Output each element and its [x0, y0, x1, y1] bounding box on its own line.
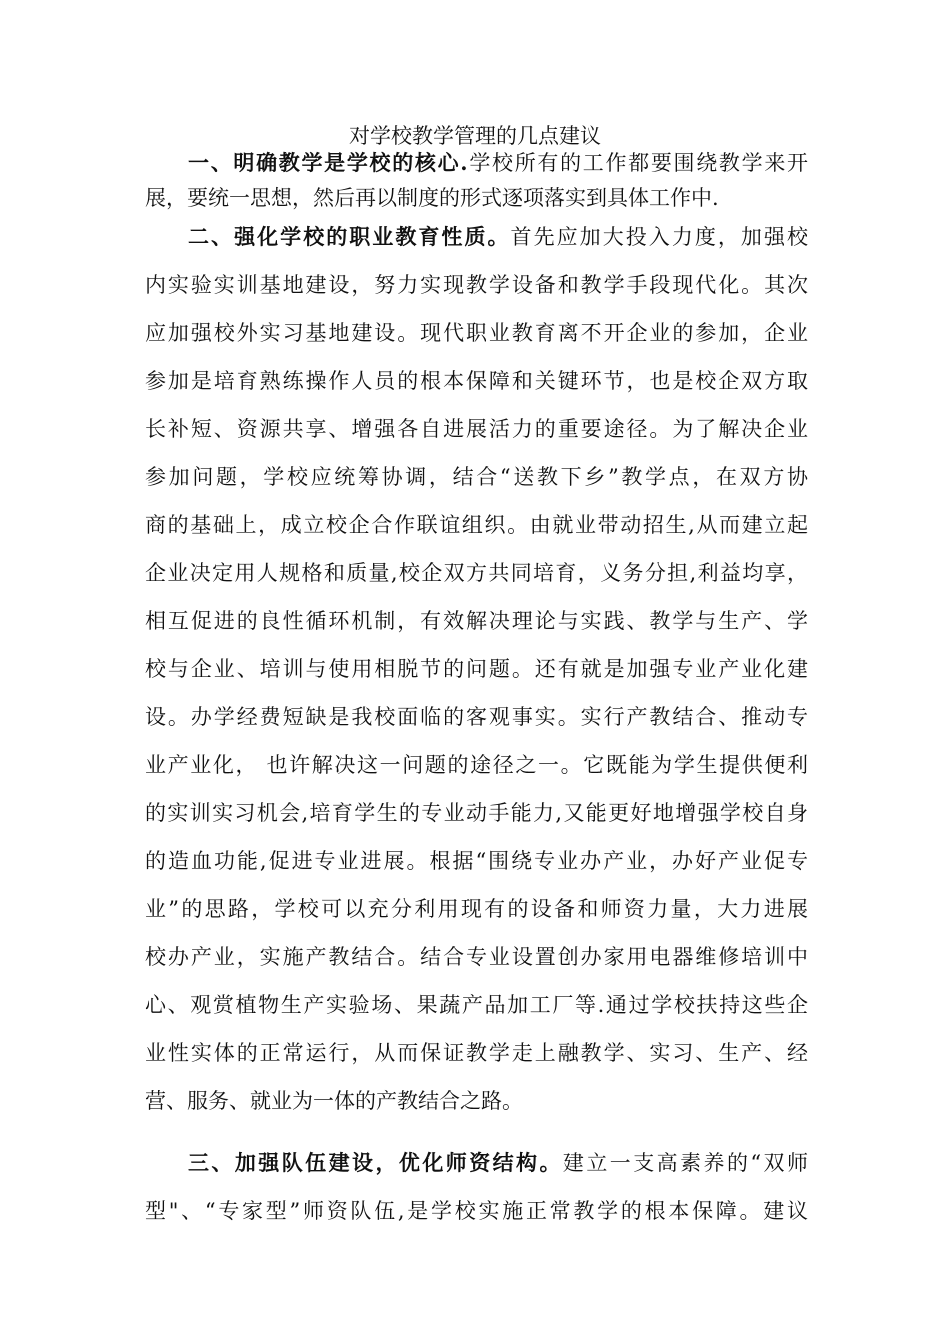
- line-text: 应加强校外实习基地建设。现代职业教育离不开企业的参加，企业: [145, 321, 808, 345]
- line-text: 首先应加大投入力度，加强校: [510, 225, 809, 249]
- paragraph-line-6: [145, 366, 808, 396]
- paragraph-line-11: [145, 606, 808, 636]
- line-text: 的造血功能,促进专业进展。根据“围绕专业办产业，办好产业促专: [145, 849, 808, 873]
- line-text: 心、观赏植物生产实验场、果蔬产品加工厂等.通过学校扶持这些企: [145, 993, 808, 1017]
- paragraph-line-1: [188, 148, 808, 178]
- paragraph-line-20: [145, 1038, 808, 1068]
- paragraph-line-2: [145, 183, 808, 213]
- section-heading-3: 三、加强队伍建设，优化师资结构。: [188, 1150, 563, 1175]
- paragraph-line-18: [145, 942, 808, 972]
- paragraph-line-14: [145, 750, 808, 780]
- line-text: 学校所有的工作都要围绕教学来开: [467, 151, 809, 175]
- line-text: 型"、“专家型”师资队伍,是学校实施正常教学的根本保障。建议: [145, 1199, 808, 1223]
- line-text: 相互促进的良性循环机制，有效解决理论与实践、教学与生产、学: [145, 609, 808, 633]
- paragraph-line-12: [145, 654, 808, 684]
- paragraph-line-9: [145, 510, 808, 540]
- paragraph-line-15: [145, 798, 808, 828]
- line-text: 建立一支高素养的“双师: [562, 1151, 808, 1175]
- line-text: 参加问题，学校应统筹协调，结合“送教下乡”教学点，在双方协: [145, 465, 808, 489]
- paragraph-line-10: [145, 558, 808, 588]
- paragraph-line-7: [145, 414, 808, 444]
- paragraph-line-4: [145, 270, 808, 300]
- line-text: 设。办学经费短缺是我校面临的客观事实。实行产教结合、推动专: [145, 705, 808, 729]
- document-title: 对学校教学管理的几点建议: [349, 124, 601, 148]
- paragraph-line-16: [145, 846, 808, 876]
- line-text: 的实训实习机会,培育学生的专业动手能力,又能更好地增强学校自身: [145, 801, 808, 825]
- line-text: 营、服务、就业为一体的产教结合之路。: [145, 1089, 523, 1113]
- line-text: 企业决定用人规格和质量,校企双方共同培育，义务分担,利益均享，: [145, 561, 808, 585]
- paragraph-line-3: [188, 222, 808, 252]
- line-text: 展，要统一思想，然后再以制度的形式逐项落实到具体工作中.: [145, 186, 719, 210]
- line-text: 业性实体的正常运行，从而保证教学走上融教学、实习、生产、经: [145, 1041, 808, 1065]
- line-text: 内实验实训基地建设，努力实现教学设备和教学手段现代化。其次: [145, 273, 808, 297]
- section-heading-1: 一、明确教学是学校的核心.: [188, 150, 468, 175]
- line-text: 业”的思路，学校可以充分利用现有的设备和师资力量，大力进展: [145, 897, 808, 921]
- line-text: 业产业化， 也许解决这一问题的途径之一。它既能为学生提供便利: [145, 753, 808, 777]
- line-text: 商的基础上，成立校企合作联谊组织。由就业带动招生,从而建立起: [145, 513, 808, 537]
- paragraph-line-17: [145, 894, 808, 924]
- line-text: 参加是培育熟练操作人员的根本保障和关键环节，也是校企双方取: [145, 369, 808, 393]
- paragraph-line-8: [145, 462, 808, 492]
- paragraph-line-23: [145, 1196, 808, 1226]
- line-text: 长补短、资源共享、增强各自进展活力的重要途径。为了解决企业: [145, 417, 808, 441]
- paragraph-line-22: [188, 1148, 808, 1178]
- paragraph-line-21: [145, 1086, 808, 1116]
- line-text: 校与企业、培训与使用相脱节的问题。还有就是加强专业产业化建: [145, 657, 808, 681]
- paragraph-line-13: [145, 702, 808, 732]
- line-text: 校办产业，实施产教结合。结合专业设置创办家用电器维修培训中: [145, 945, 808, 969]
- paragraph-line-5: [145, 318, 808, 348]
- section-heading-2: 二、强化学校的职业教育性质。: [188, 224, 511, 249]
- paragraph-line-19: [145, 990, 808, 1020]
